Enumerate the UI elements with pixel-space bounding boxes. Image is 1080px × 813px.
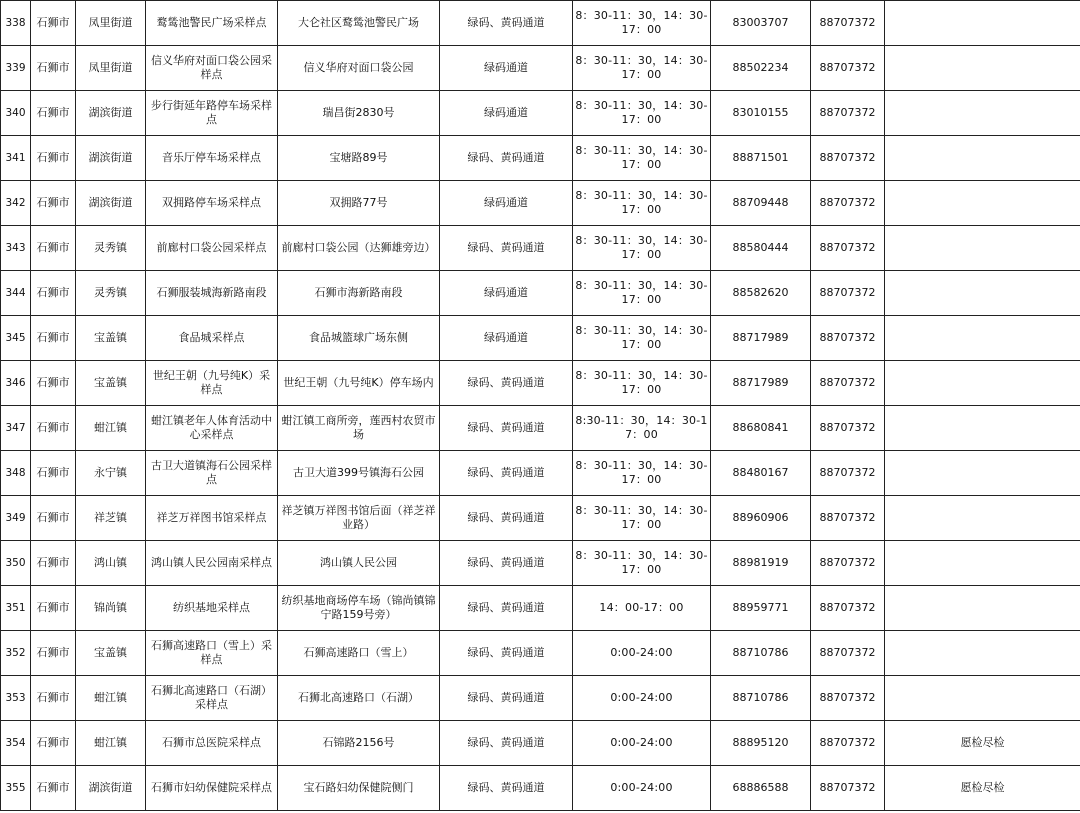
city-cell: 石狮市 (31, 586, 76, 631)
city-cell: 石狮市 (31, 541, 76, 586)
table-row (1, 451, 1080, 496)
supervision-phone-cell: 88707372 (811, 226, 885, 271)
town-cell: 蚶江镇 (76, 676, 146, 721)
town-cell: 凤里街道 (76, 46, 146, 91)
city-cell: 石狮市 (31, 136, 76, 181)
hours-cell: 0:00-24:00 (573, 766, 711, 811)
supervision-phone-cell: 88707372 (811, 631, 885, 676)
site-name-cell: 前廊村口袋公园采样点 (146, 226, 278, 271)
supervision-phone-cell: 88707372 (811, 46, 885, 91)
town-cell: 凤里街道 (76, 1, 146, 46)
site-name-cell: 石狮服装城海新路南段 (146, 271, 278, 316)
address-cell: 食品城篮球广场东侧 (278, 316, 440, 361)
town-cell: 宝盖镇 (76, 361, 146, 406)
table-row (1, 586, 1080, 631)
contact-phone-cell: 83010155 (711, 91, 811, 136)
note-cell (885, 181, 1080, 226)
hours-cell: 8：30-11：30，14：30-17：00 (573, 361, 711, 406)
supervision-phone-cell: 88707372 (811, 91, 885, 136)
hours-cell: 8:30-11：30，14：30-17：00 (573, 406, 711, 451)
site-name-cell: 石狮高速路口（雪上）采样点 (146, 631, 278, 676)
channel-cell: 绿码通道 (440, 316, 573, 361)
row-index: 339 (1, 46, 31, 91)
address-cell: 世纪王朝（九号纯K）停车场内 (278, 361, 440, 406)
row-index: 338 (1, 1, 31, 46)
site-name-cell: 双拥路停车场采样点 (146, 181, 278, 226)
town-cell: 蚶江镇 (76, 721, 146, 766)
contact-phone-cell: 88717989 (711, 316, 811, 361)
table-row (1, 631, 1080, 676)
hours-cell: 8：30-11：30，14：30-17：00 (573, 136, 711, 181)
city-cell: 石狮市 (31, 631, 76, 676)
city-cell: 石狮市 (31, 766, 76, 811)
address-cell: 前廊村口袋公园（达狮雄旁边） (278, 226, 440, 271)
hours-cell: 8：30-11：30，14：30-17：00 (573, 226, 711, 271)
table-row (1, 361, 1080, 406)
note-cell: 愿检尽检 (885, 766, 1080, 811)
table-row (1, 766, 1080, 811)
table-body (1, 1, 1080, 811)
channel-cell: 绿码、黄码通道 (440, 586, 573, 631)
hours-cell: 8：30-11：30，14：30-17：00 (573, 451, 711, 496)
row-index: 341 (1, 136, 31, 181)
address-cell: 石狮北高速路口（石湖） (278, 676, 440, 721)
supervision-phone-cell: 88707372 (811, 586, 885, 631)
site-name-cell: 步行街延年路停车场采样点 (146, 91, 278, 136)
address-cell: 宝塘路89号 (278, 136, 440, 181)
town-cell: 锦尚镇 (76, 586, 146, 631)
table-row (1, 316, 1080, 361)
address-cell: 鸿山镇人民公园 (278, 541, 440, 586)
channel-cell: 绿码通道 (440, 91, 573, 136)
city-cell: 石狮市 (31, 226, 76, 271)
note-cell (885, 496, 1080, 541)
table-row (1, 271, 1080, 316)
town-cell: 灵秀镇 (76, 226, 146, 271)
row-index: 349 (1, 496, 31, 541)
address-cell: 信义华府对面口袋公园 (278, 46, 440, 91)
town-cell: 宝盖镇 (76, 316, 146, 361)
site-name-cell: 古卫大道镇海石公园采样点 (146, 451, 278, 496)
site-name-cell: 信义华府对面口袋公园采样点 (146, 46, 278, 91)
contact-phone-cell: 88502234 (711, 46, 811, 91)
supervision-phone-cell: 88707372 (811, 541, 885, 586)
supervision-phone-cell: 88707372 (811, 136, 885, 181)
channel-cell: 绿码、黄码通道 (440, 406, 573, 451)
table-row (1, 496, 1080, 541)
city-cell: 石狮市 (31, 361, 76, 406)
contact-phone-cell: 88680841 (711, 406, 811, 451)
site-name-cell: 蚶江镇老年人体育活动中心采样点 (146, 406, 278, 451)
table-row (1, 541, 1080, 586)
town-cell: 湖滨街道 (76, 766, 146, 811)
table-row (1, 721, 1080, 766)
town-cell: 宝盖镇 (76, 631, 146, 676)
contact-phone-cell: 88580444 (711, 226, 811, 271)
channel-cell: 绿码、黄码通道 (440, 721, 573, 766)
contact-phone-cell: 88871501 (711, 136, 811, 181)
site-name-cell: 纺织基地采样点 (146, 586, 278, 631)
row-index: 354 (1, 721, 31, 766)
contact-phone-cell: 88960906 (711, 496, 811, 541)
hours-cell: 8：30-11：30，14：30-17：00 (573, 316, 711, 361)
table-row (1, 136, 1080, 181)
hours-cell: 0:00-24:00 (573, 676, 711, 721)
city-cell: 石狮市 (31, 181, 76, 226)
table-row (1, 91, 1080, 136)
supervision-phone-cell: 88707372 (811, 406, 885, 451)
note-cell (885, 676, 1080, 721)
note-cell (885, 226, 1080, 271)
site-name-cell: 石狮北高速路口（石湖）采样点 (146, 676, 278, 721)
channel-cell: 绿码、黄码通道 (440, 361, 573, 406)
supervision-phone-cell: 88707372 (811, 451, 885, 496)
contact-phone-cell: 88710786 (711, 631, 811, 676)
town-cell: 蚶江镇 (76, 406, 146, 451)
hours-cell: 14：00-17：00 (573, 586, 711, 631)
hours-cell: 8：30-11：30，14：30-17：00 (573, 271, 711, 316)
supervision-phone-cell: 88707372 (811, 721, 885, 766)
city-cell: 石狮市 (31, 451, 76, 496)
note-cell (885, 631, 1080, 676)
site-name-cell: 石狮市妇幼保健院采样点 (146, 766, 278, 811)
contact-phone-cell: 88480167 (711, 451, 811, 496)
hours-cell: 8：30-11：30，14：30-17：00 (573, 1, 711, 46)
channel-cell: 绿码、黄码通道 (440, 136, 573, 181)
town-cell: 祥芝镇 (76, 496, 146, 541)
row-index: 351 (1, 586, 31, 631)
supervision-phone-cell: 88707372 (811, 361, 885, 406)
row-index: 355 (1, 766, 31, 811)
note-cell (885, 361, 1080, 406)
table-row (1, 406, 1080, 451)
table-row (1, 46, 1080, 91)
channel-cell: 绿码、黄码通道 (440, 226, 573, 271)
town-cell: 鸿山镇 (76, 541, 146, 586)
channel-cell: 绿码通道 (440, 271, 573, 316)
row-index: 347 (1, 406, 31, 451)
note-cell (885, 271, 1080, 316)
note-cell (885, 1, 1080, 46)
row-index: 344 (1, 271, 31, 316)
note-cell (885, 406, 1080, 451)
address-cell: 古卫大道399号镇海石公园 (278, 451, 440, 496)
table-row (1, 181, 1080, 226)
town-cell: 永宁镇 (76, 451, 146, 496)
town-cell: 灵秀镇 (76, 271, 146, 316)
supervision-phone-cell: 88707372 (811, 271, 885, 316)
note-cell (885, 136, 1080, 181)
city-cell: 石狮市 (31, 271, 76, 316)
supervision-phone-cell: 88707372 (811, 1, 885, 46)
supervision-phone-cell: 88707372 (811, 316, 885, 361)
table-row (1, 1, 1080, 46)
contact-phone-cell: 88959771 (711, 586, 811, 631)
site-name-cell: 食品城采样点 (146, 316, 278, 361)
supervision-phone-cell: 88707372 (811, 181, 885, 226)
contact-phone-cell: 88717989 (711, 361, 811, 406)
contact-phone-cell: 88582620 (711, 271, 811, 316)
row-index: 353 (1, 676, 31, 721)
city-cell: 石狮市 (31, 1, 76, 46)
hours-cell: 0:00-24:00 (573, 631, 711, 676)
note-cell (885, 451, 1080, 496)
note-cell (885, 541, 1080, 586)
channel-cell: 绿码、黄码通道 (440, 496, 573, 541)
site-name-cell: 鹜鸶池警民广场采样点 (146, 1, 278, 46)
channel-cell: 绿码通道 (440, 181, 573, 226)
row-index: 343 (1, 226, 31, 271)
hours-cell: 8：30-11：30，14：30-17：00 (573, 181, 711, 226)
city-cell: 石狮市 (31, 721, 76, 766)
row-index: 352 (1, 631, 31, 676)
address-cell: 双拥路77号 (278, 181, 440, 226)
hours-cell: 8：30-11：30，14：30-17：00 (573, 46, 711, 91)
city-cell: 石狮市 (31, 46, 76, 91)
channel-cell: 绿码、黄码通道 (440, 1, 573, 46)
address-cell: 瑞昌街2830号 (278, 91, 440, 136)
site-name-cell: 石狮市总医院采样点 (146, 721, 278, 766)
address-cell: 石锦路2156号 (278, 721, 440, 766)
note-cell (885, 316, 1080, 361)
note-cell (885, 46, 1080, 91)
table-row (1, 226, 1080, 271)
hours-cell: 8：30-11：30，14：30-17：00 (573, 541, 711, 586)
channel-cell: 绿码、黄码通道 (440, 676, 573, 721)
contact-phone-cell: 83003707 (711, 1, 811, 46)
contact-phone-cell: 88709448 (711, 181, 811, 226)
row-index: 348 (1, 451, 31, 496)
city-cell: 石狮市 (31, 406, 76, 451)
channel-cell: 绿码、黄码通道 (440, 541, 573, 586)
town-cell: 湖滨街道 (76, 136, 146, 181)
row-index: 342 (1, 181, 31, 226)
channel-cell: 绿码通道 (440, 46, 573, 91)
note-cell: 愿检尽检 (885, 721, 1080, 766)
supervision-phone-cell: 88707372 (811, 496, 885, 541)
contact-phone-cell: 88981919 (711, 541, 811, 586)
city-cell: 石狮市 (31, 91, 76, 136)
supervision-phone-cell: 88707372 (811, 766, 885, 811)
address-cell: 宝石路妇幼保健院侧门 (278, 766, 440, 811)
town-cell: 湖滨街道 (76, 91, 146, 136)
row-index: 340 (1, 91, 31, 136)
contact-phone-cell: 88710786 (711, 676, 811, 721)
address-cell: 蚶江镇工商所旁，莲西村农贸市场 (278, 406, 440, 451)
table-row (1, 676, 1080, 721)
address-cell: 石狮市海新路南段 (278, 271, 440, 316)
address-cell: 纺织基地商场停车场（锦尚镇锦宁路159号旁） (278, 586, 440, 631)
row-index: 346 (1, 361, 31, 406)
address-cell: 祥芝镇万祥图书馆后面（祥芝祥业路） (278, 496, 440, 541)
address-cell: 大仑社区鹜鸶池警民广场 (278, 1, 440, 46)
city-cell: 石狮市 (31, 316, 76, 361)
site-name-cell: 鸿山镇人民公园南采样点 (146, 541, 278, 586)
row-index: 350 (1, 541, 31, 586)
hours-cell: 0:00-24:00 (573, 721, 711, 766)
channel-cell: 绿码、黄码通道 (440, 631, 573, 676)
channel-cell: 绿码、黄码通道 (440, 451, 573, 496)
contact-phone-cell: 88895120 (711, 721, 811, 766)
town-cell: 湖滨街道 (76, 181, 146, 226)
contact-phone-cell: 68886588 (711, 766, 811, 811)
hours-cell: 8：30-11：30，14：30-17：00 (573, 91, 711, 136)
site-name-cell: 世纪王朝（九号纯K）采样点 (146, 361, 278, 406)
site-name-cell: 祥芝万祥图书馆采样点 (146, 496, 278, 541)
supervision-phone-cell: 88707372 (811, 676, 885, 721)
city-cell: 石狮市 (31, 496, 76, 541)
city-cell: 石狮市 (31, 676, 76, 721)
note-cell (885, 91, 1080, 136)
row-index: 345 (1, 316, 31, 361)
note-cell (885, 586, 1080, 631)
hours-cell: 8：30-11：30，14：30-17：00 (573, 496, 711, 541)
address-cell: 石狮高速路口（雪上） (278, 631, 440, 676)
site-name-cell: 音乐厅停车场采样点 (146, 136, 278, 181)
channel-cell: 绿码、黄码通道 (440, 766, 573, 811)
